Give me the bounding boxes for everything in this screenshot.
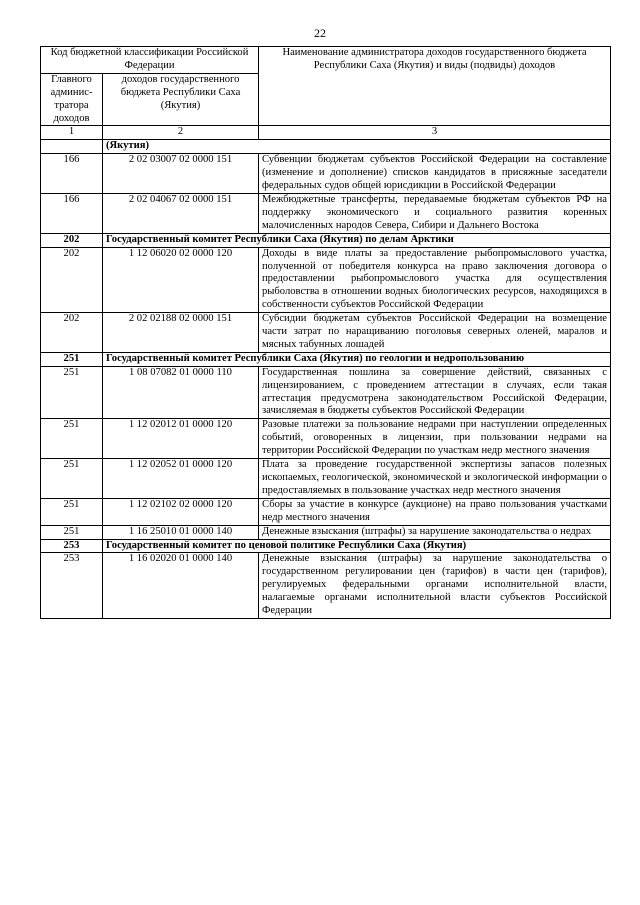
revenue-code-cell: 2 02 02188 02 0000 151	[103, 313, 259, 353]
table-row-group	[41, 352, 611, 366]
revenue-name-cell: Разовые платежи за пользование недрами при наступлении определенных событий, оговоренных в лицензии, при пользовании недрами на территории Российской Федерации по участкам недр местного значения	[259, 419, 611, 459]
table-row	[41, 193, 611, 233]
header-kbk: Код бюджетной классификации Российской Федерации	[41, 47, 259, 74]
header-admin: Главного админис-тратора доходов	[41, 73, 103, 126]
revenue-code-cell: 1 08 07082 01 0000 110	[103, 366, 259, 419]
admin-code-cell: 166	[41, 193, 103, 233]
table-row	[41, 313, 611, 353]
admin-code-cell: 202	[41, 233, 103, 247]
table-row	[41, 419, 611, 459]
admin-code-cell: 202	[41, 247, 103, 313]
group-title: Государственный комитет Республики Саха (Якутия) по геологии и недропользованию	[103, 352, 611, 366]
table-row	[41, 459, 611, 499]
admin-code-cell: 202	[41, 313, 103, 353]
revenue-name-cell: Государственная пошлина за совершение действий, связанных с лицензированием, с проведением аттестации в случаях, если такая аттестация предусмотрена законодательством Российской Федерации, зачисляемая в бюджеты субъектов Российской Федерации	[259, 366, 611, 419]
revenue-code-cell: 1 12 02012 01 0000 120	[103, 419, 259, 459]
table-row	[41, 247, 611, 313]
admin-code-cell	[41, 140, 103, 154]
revenue-code-cell: 2 02 04067 02 0000 151	[103, 193, 259, 233]
table-row	[41, 525, 611, 539]
table-row	[41, 553, 611, 619]
header-num-3: 3	[259, 126, 611, 140]
revenue-code-cell: 1 16 25010 01 0000 140	[103, 525, 259, 539]
revenue-code-cell: 1 16 02020 01 0000 140	[103, 553, 259, 619]
admin-code-cell: 251	[41, 459, 103, 499]
budget-classification-table	[40, 46, 611, 619]
admin-code-cell: 253	[41, 553, 103, 619]
table-row-group	[41, 539, 611, 553]
group-title: Государственный комитет Республики Саха (Якутия) по делам Арктики	[103, 233, 611, 247]
revenue-name-cell: Субсидии бюджетам субъектов Российской Федерации на возмещение части затрат по наращиванию поголовья северных оленей, маралов и мясных табунных лошадей	[259, 313, 611, 353]
table-row-continuation	[41, 140, 611, 154]
admin-code-cell: 251	[41, 366, 103, 419]
revenue-name-cell: Плата за проведение государственной экспертизы запасов полезных ископаемых, геологической, экономической и экологической информации о предоставляемых в пользование участках недр местного значения	[259, 459, 611, 499]
group-title: Государственный комитет по ценовой политике Республики Саха (Якутия)	[103, 539, 611, 553]
header-num-1: 1	[41, 126, 103, 140]
admin-code-cell: 251	[41, 419, 103, 459]
admin-code-cell: 166	[41, 154, 103, 194]
revenue-name-cell: Доходы в виде платы за предоставление рыбопромыслового участка, полученной от победителя конкурса на право заключения договора о предоставлении рыбопромыслового участка для осуществления рыболовства в отношении водных биологических ресурсов, находящихся в собственности субъектов Российской Федерации	[259, 247, 611, 313]
header-revenue: доходов государственного бюджета Республики Саха (Якутия)	[103, 73, 259, 126]
table-row	[41, 366, 611, 419]
table-row	[41, 154, 611, 194]
revenue-name-cell: Межбюджетные трансферты, передаваемые бюджетам субъектов РФ на поддержку экономического и социального развития коренных малочисленных народов Севера, Сибири и Дальнего Востока	[259, 193, 611, 233]
page-number: 22	[314, 26, 326, 40]
revenue-code-cell: 1 12 06020 02 0000 120	[103, 247, 259, 313]
revenue-name-cell: Субвенции бюджетам субъектов Российской Федерации на составление (изменение и дополнение) списков кандидатов в присяжные заседатели федеральных судов общей юрисдикции в Российской Федерации	[259, 154, 611, 194]
table-row-group	[41, 233, 611, 247]
revenue-name-cell: Сборы за участие в конкурсе (аукционе) на право пользования участками недр местного значения	[259, 498, 611, 525]
revenue-name-cell: Денежные взыскания (штрафы) за нарушение законодательства о государственном регулировании цен (тарифов) в части цен (тарифов), регулируемых федеральными органами исполнительной власти, налагаемые органами исполнительной власти субъектов Российской Федерации	[259, 553, 611, 619]
admin-code-cell: 251	[41, 498, 103, 525]
admin-code-cell: 251	[41, 525, 103, 539]
admin-code-cell: 251	[41, 352, 103, 366]
table-row	[41, 498, 611, 525]
header-name: Наименование администратора доходов государственного бюджета Республики Саха (Якутия) и виды (подвиды) доходов	[259, 47, 611, 126]
header-num-2: 2	[103, 126, 259, 140]
revenue-code-cell: 1 12 02052 01 0000 120	[103, 459, 259, 499]
revenue-code-cell: 2 02 03007 02 0000 151	[103, 154, 259, 194]
revenue-name-cell: Денежные взыскания (штрафы) за нарушение законодательства о недрах	[259, 525, 611, 539]
revenue-code-cell: 1 12 02102 02 0000 120	[103, 498, 259, 525]
group-title: (Якутия)	[103, 140, 611, 154]
admin-code-cell: 253	[41, 539, 103, 553]
